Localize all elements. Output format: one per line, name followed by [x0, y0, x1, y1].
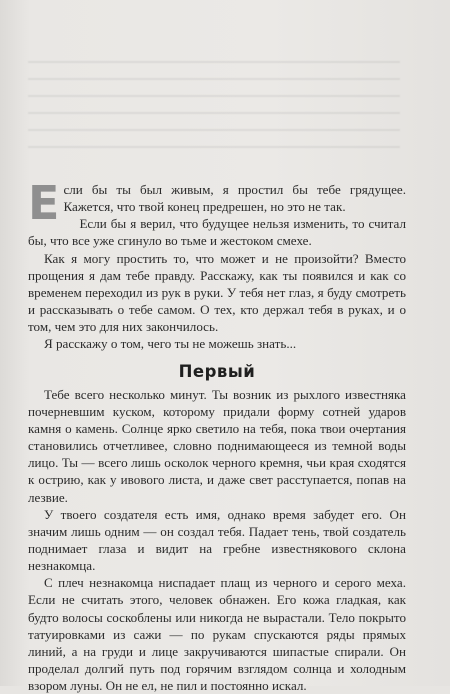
- drop-cap: Е: [28, 176, 60, 230]
- page-text: [28, 176, 406, 694]
- chapter-heading: Первый: [178, 361, 256, 381]
- chapter-paragraph-2: У твоего создателя есть имя, однако время забудет его. Он значим лишь одним — он создал тебя. Падает тень, твой создатель поднимает глаза и видит на гребне известнякового склона незнакомца.: [28, 506, 406, 574]
- intro-paragraph-1-text: сли бы ты был живым, я простил бы тебе грядущее. Кажется, что твой конец предрешен, но это не так.: [63, 182, 406, 215]
- intro-paragraph-2: Если бы я верил, что будущее нельзя изменить, то считал бы, что все уже сгинуло во тьме и жестоком смехе.: [28, 216, 406, 249]
- intro-paragraph-4: Я расскажу о том, чего ты не можешь знать...: [44, 336, 297, 352]
- intro-paragraph-1: [28, 176, 406, 230]
- chapter-paragraph-1: Тебе всего несколько минут. Ты возник из рыхлого известняка почерневшим куском, которому придали форму сотней ударов камня о камень. Солнце ярко светило на тебя, пока твои очертания становились отчетливее, словно поднимающееся из темной воды лицо. Ты — всего лишь осколок черного кремня, чьи края сходятся к острию, как у ивового листа, и даже свет расступается, попав на лезвие.: [28, 386, 406, 505]
- show-through-text: [28, 55, 400, 155]
- intro-paragraph-3: Как я могу простить то, что может и не произойти? Вместо прощения я дам тебе правду. Расскажу, как ты появился и как со временем переходил из рук в руки. У тебя нет глаз, я буду смотреть и рассказывать о тебе самом. О тех, кто держал тебя в руках, и о том, чем это для них закончилось.: [28, 250, 406, 335]
- chapter-paragraph-3: С плеч незнакомца ниспадает плащ из черного и серого меха. Если не считать этого, человек обнажен. Его кожа гладкая, как будто волосы соскоблены или никогда не вырастали. Тело покрыто татуировками из сажи — по рукам спускаются ряды прямых линий, а на груди и лице закручиваются шипастые спирали. Он проделал долгий путь под горячим взглядом солнца и холодным взором луны. Он не ел, не пил и постоянно искал.: [28, 575, 406, 694]
